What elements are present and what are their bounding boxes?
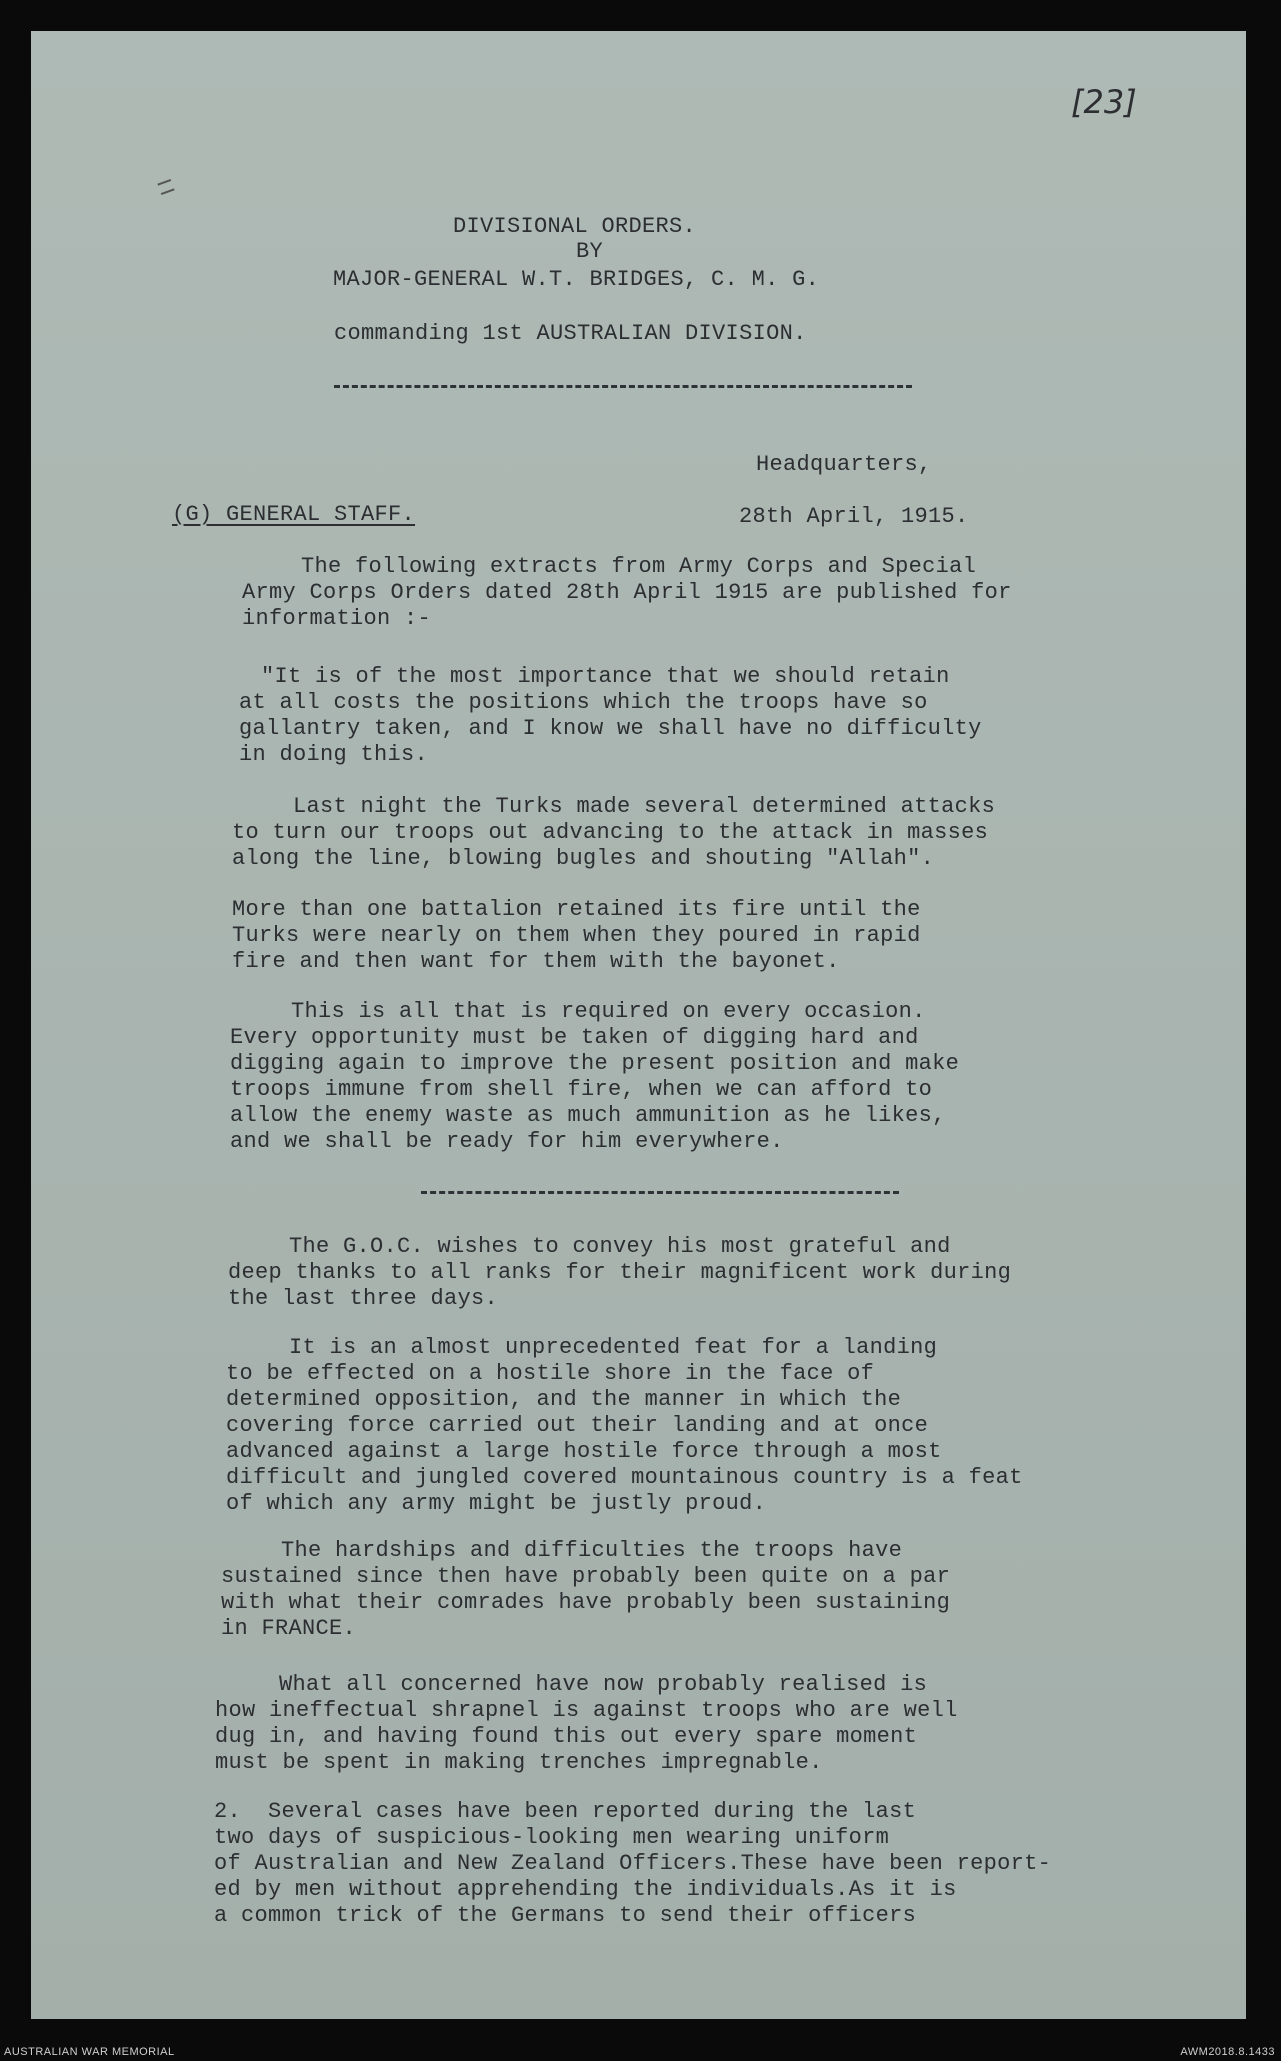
text-line: deep thanks to all ranks for their magnificent work during: [228, 1260, 1012, 1285]
section-heading: (G) GENERAL STAFF.: [172, 502, 416, 527]
text-line: gallantry taken, and I know we shall have no difficulty: [239, 716, 982, 741]
text-line: in FRANCE.: [221, 1616, 357, 1641]
text-line: fire and then want for them with the bayonet.: [232, 949, 840, 974]
heading-officer: MAJOR-GENERAL W.T. BRIDGES, C. M. G.: [333, 267, 820, 292]
separator-rule: [334, 385, 912, 388]
text-line: 2. Several cases have been reported during the last: [214, 1799, 917, 1824]
separator-rule: [421, 1191, 899, 1194]
text-line: dug in, and having found this out every spare moment: [215, 1724, 918, 1749]
text-line: in doing this.: [239, 742, 429, 767]
text-line: More than one battalion retained its fire until the: [232, 897, 921, 922]
text-line: allow the enemy waste as much ammunition as he likes,: [230, 1103, 946, 1128]
text-line: sustained since then have probably been quite on a par: [221, 1564, 951, 1589]
text-line: two days of suspicious-looking men wearing uniform: [214, 1825, 890, 1850]
text-line: covering force carried out their landing and at once: [226, 1413, 929, 1438]
text-line: This is all that is required on every occasion.: [291, 999, 926, 1024]
text-line: and we shall be ready for him everywhere.: [230, 1129, 784, 1154]
text-line: must be spent in making trenches impregnable.: [215, 1750, 823, 1775]
text-line: "It is of the most importance that we should retain: [261, 664, 950, 689]
date-text: 28th April, 1915.: [739, 504, 969, 529]
text-line: Last night the Turks made several determined attacks: [293, 794, 996, 819]
text-line: of Australian and New Zealand Officers.These have been report-: [214, 1851, 1052, 1876]
heading-by: BY: [576, 239, 604, 264]
text-line: The following extracts from Army Corps and Special: [301, 554, 977, 579]
text-line: The hardships and difficulties the troops have: [281, 1538, 903, 1563]
text-line: Turks were nearly on them when they poured in rapid: [232, 923, 921, 948]
heading-title: DIVISIONAL ORDERS.: [453, 214, 697, 239]
text-line: at all costs the positions which the troops have so: [239, 690, 928, 715]
document-page: [31, 31, 1246, 2019]
text-line: Army Corps Orders dated 28th April 1915 are published for: [242, 580, 1012, 605]
text-line: ed by men without apprehending the individuals.As it is: [214, 1877, 957, 1902]
location-text: Headquarters,: [756, 452, 932, 477]
text-line: determined opposition, and the manner in which the: [226, 1387, 902, 1412]
text-line: of which any army might be justly proud.: [226, 1491, 767, 1516]
text-line: along the line, blowing bugles and shouting "Allah".: [232, 846, 935, 871]
text-line: It is an almost unprecedented feat for a landing: [289, 1335, 938, 1360]
heading-command: commanding 1st AUSTRALIAN DIVISION.: [334, 321, 807, 346]
text-line: with what their comrades have probably been sustaining: [221, 1590, 951, 1615]
text-line: troops immune from shell fire, when we can afford to: [230, 1077, 933, 1102]
footer-source: AUSTRALIAN WAR MEMORIAL: [4, 2046, 175, 2058]
text-line: a common trick of the Germans to send their officers: [214, 1903, 917, 1928]
text-line: Every opportunity must be taken of digging hard and: [230, 1025, 919, 1050]
text-line: advanced against a large hostile force through a most: [226, 1439, 942, 1464]
text-line: information :-: [242, 606, 432, 631]
text-line: The G.O.C. wishes to convey his most grateful and: [289, 1234, 951, 1259]
text-line: to turn our troops out advancing to the attack in masses: [232, 820, 989, 845]
folio-number: [23]: [1071, 83, 1137, 121]
text-line: digging again to improve the present position and make: [230, 1051, 960, 1076]
text-line: difficult and jungled covered mountainous country is a feat: [226, 1465, 1023, 1490]
text-line: to be effected on a hostile shore in the face of: [226, 1361, 875, 1386]
text-line: how ineffectual shrapnel is against troops who are well: [215, 1698, 958, 1723]
text-line: What all concerned have now probably realised is: [279, 1672, 928, 1697]
footer-accession: AWM2018.8.1433: [1180, 2046, 1275, 2058]
text-line: the last three days.: [228, 1286, 499, 1311]
margin-mark: [157, 179, 174, 195]
